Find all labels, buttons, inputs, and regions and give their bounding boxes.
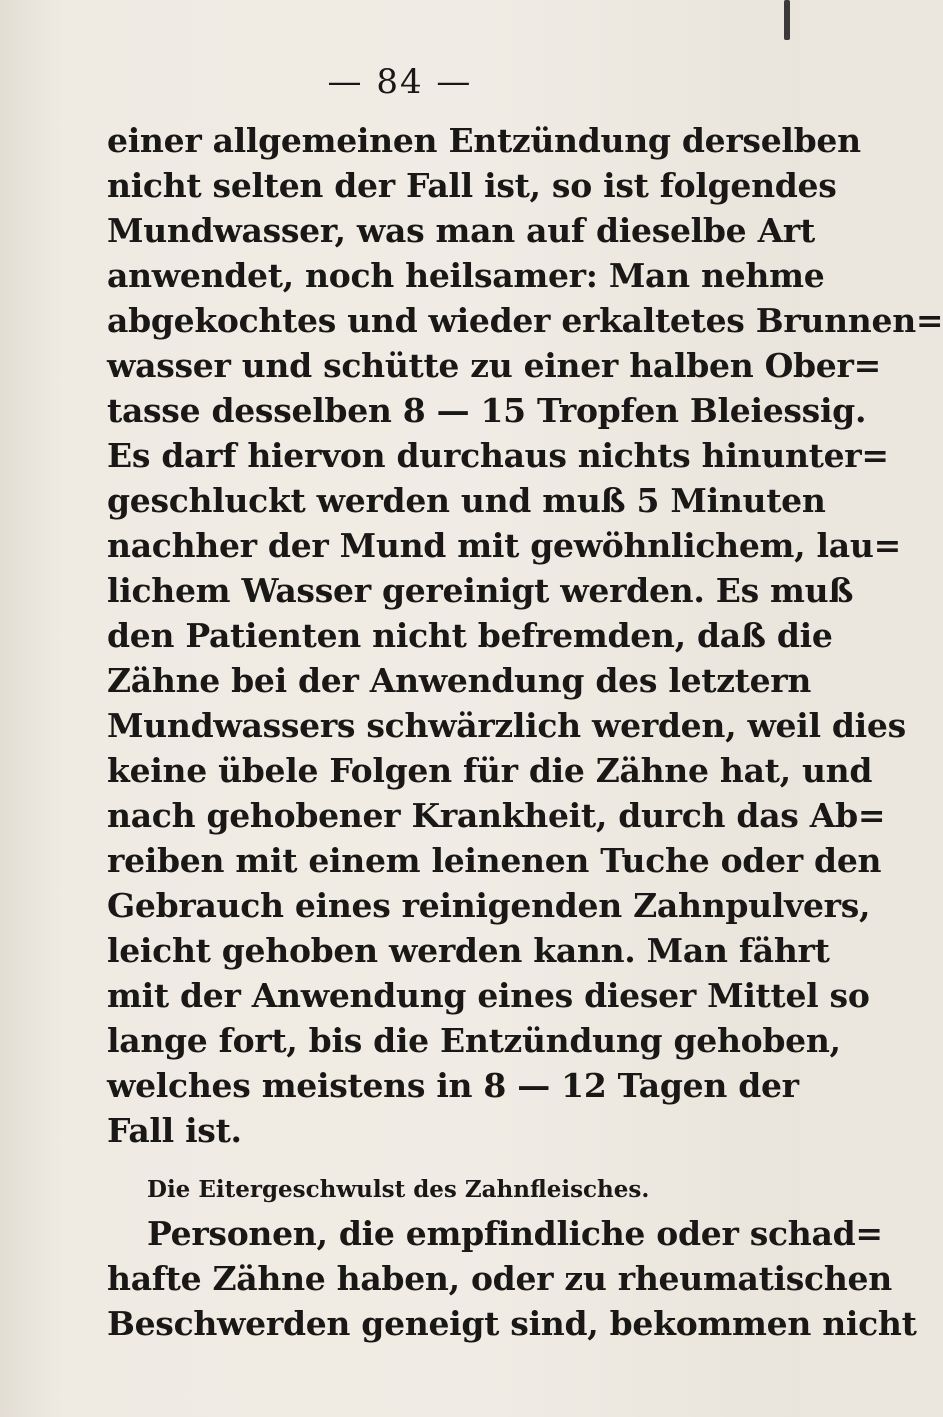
text-line: den Patienten nicht befremden, daß die	[107, 616, 833, 655]
text-line: hafte Zähne haben, oder zu rheumatischen	[107, 1259, 892, 1298]
text-line: Gebrauch eines reinigenden Zahnpulvers,	[107, 886, 871, 925]
text-line: reiben mit einem leinenen Tuche oder den	[107, 841, 882, 880]
text-line: mit der Anwendung eines dieser Mittel so	[107, 976, 870, 1015]
text-line: lange fort, bis die Entzündung gehoben,	[107, 1021, 841, 1060]
text-line: tasse desselben 8 — 15 Tropfen Bleiessig.	[107, 391, 867, 430]
text-line: einer allgemeinen Entzündung derselben	[107, 121, 861, 160]
text-line: nach gehobener Krankheit, durch das Ab=	[107, 796, 886, 835]
text-line: keine übele Folgen für die Zähne hat, und	[107, 751, 873, 790]
page-number-header: — 84 —	[327, 62, 473, 102]
text-line: Mundwassers schwärzlich werden, weil dies	[107, 706, 906, 745]
text-line: nachher der Mund mit gewöhnlichem, lau=	[107, 526, 901, 565]
text-line: Es darf hiervon durchaus nichts hinunter=	[107, 436, 889, 475]
edge-mark	[784, 0, 790, 40]
text-line: wasser und schütte zu einer halben Ober=	[107, 346, 881, 385]
text-line: geschluckt werden und muß 5 Minuten	[107, 481, 826, 520]
text-line: Personen, die empfindliche oder schad=	[147, 1214, 883, 1253]
text-line: Fall ist.	[107, 1111, 242, 1150]
text-line: Mundwasser, was man auf dieselbe Art	[107, 211, 815, 250]
body-text	[107, 118, 943, 1346]
text-line: anwendet, noch heilsamer: Man nehme	[107, 256, 825, 295]
text-line: Zähne bei der Anwendung des letztern	[107, 661, 812, 700]
section-heading: Die Eitergeschwulst des Zahnfleisches.	[147, 1176, 650, 1203]
text-line: lichem Wasser gereinigt werden. Es muß	[107, 571, 854, 610]
text-line: abgekochtes und wieder erkaltetes Brunnen=	[107, 301, 943, 340]
text-line: Beschwerden geneigt sind, bekommen nicht	[107, 1304, 917, 1343]
text-line: welches meistens in 8 — 12 Tagen der	[107, 1066, 799, 1105]
text-line: nicht selten der Fall ist, so ist folgendes	[107, 166, 837, 205]
text-line: leicht gehoben werden kann. Man fährt	[107, 931, 830, 970]
